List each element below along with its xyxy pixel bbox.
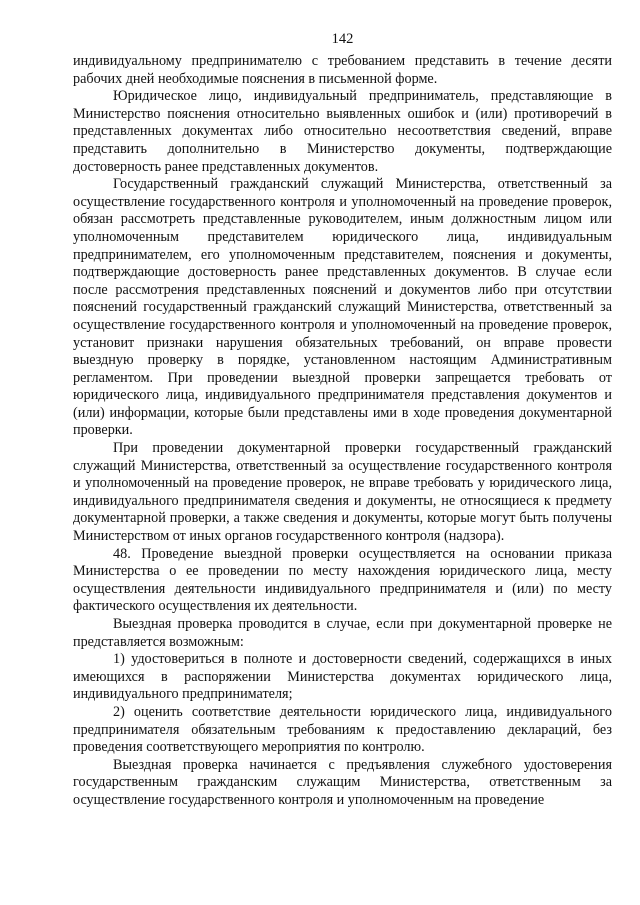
paragraph-6: Выездная проверка проводится в случае, если при документарной проверке не представляется возможным: bbox=[73, 616, 612, 650]
paragraph-1: индивидуальному предпринимателю с требованием представить в течение десяти рабочих дней необходимые пояснения в письменной форме. bbox=[73, 53, 612, 87]
paragraph-7: Выездная проверка начинается с предъявления служебного удостоверения государственным гражданским служащим Министерства, ответственным за осуществление государственного контроля и уполномоченным на проведение bbox=[73, 756, 612, 808]
paragraph-4: При проведении документарной проверки государственный гражданский служащий Министерства, ответственный за осуществление государственного контроля и уполномоченный на проведение проверок, не вправе требовать у юридического лица, индивидуального предпринимателя сведения и документы, не относящиеся к предмету документарной проверки, а также сведения и документы, которые могут быть получены Министерством от иных органов государственного контроля (надзора). bbox=[73, 440, 612, 545]
paragraph-5: 48. Проведение выездной проверки осуществляется на основании приказа Министерства о ее проведении по месту нахождения юридического лица, месту осуществления деятельности индивидуального предпринимателя и (или) по месту фактического осуществления их деятельности. bbox=[73, 545, 612, 615]
page-number: 142 bbox=[331, 31, 354, 47]
paragraph-3: Государственный гражданский служащий Министерства, ответственный за осуществление государственного контроля и уполномоченный на проведение проверок, обязан рассмотреть представленные руководителем, иным должностным лицом или уполномоченным представителем юридического лица, индивидуальным предпринимателем, его уполномоченным представителем, пояснения и документы, подтверждающие достоверность ранее представленных документов. В случае если после рассмотрения представленных пояснений и документов либо при отсутствии пояснений государственный гражданский служащий Министерства, ответственный за осуществление государственного контроля и уполномоченный на проведение проверок, установит признаки нарушения обязательных требований, он вправе провести выездную проверку в порядке, установленном настоящим Административным регламентом. При проведении выездной проверки запрещается требовать от юридического лица, индивидуального предпринимателя представления документов и (или) информации, которые были представлены ими в ходе проведения документарной проверки. bbox=[73, 176, 612, 439]
body-text bbox=[73, 53, 612, 810]
paragraph-2: Юридическое лицо, индивидуальный предприниматель, представляющие в Министерство пояснения относительно выявленных ошибок и (или) противоречий в представленных документах либо относительно несоответствия сведений, вправе представить дополнительно в Министерство документы, подтверждающие достоверность ранее представленных документов. bbox=[73, 88, 612, 175]
list-item-1: 1) удостовериться в полноте и достоверности сведений, содержащихся в иных имеющихся в распоряжении Министерства документах юридического лица, индивидуального предпринимателя; bbox=[73, 651, 612, 703]
list-item-2: 2) оценить соответствие деятельности юридического лица, индивидуального предпринимателя обязательным требованиям к предоставлению деклараций, без проведения соответствующего мероприятия по контролю. bbox=[73, 703, 612, 756]
